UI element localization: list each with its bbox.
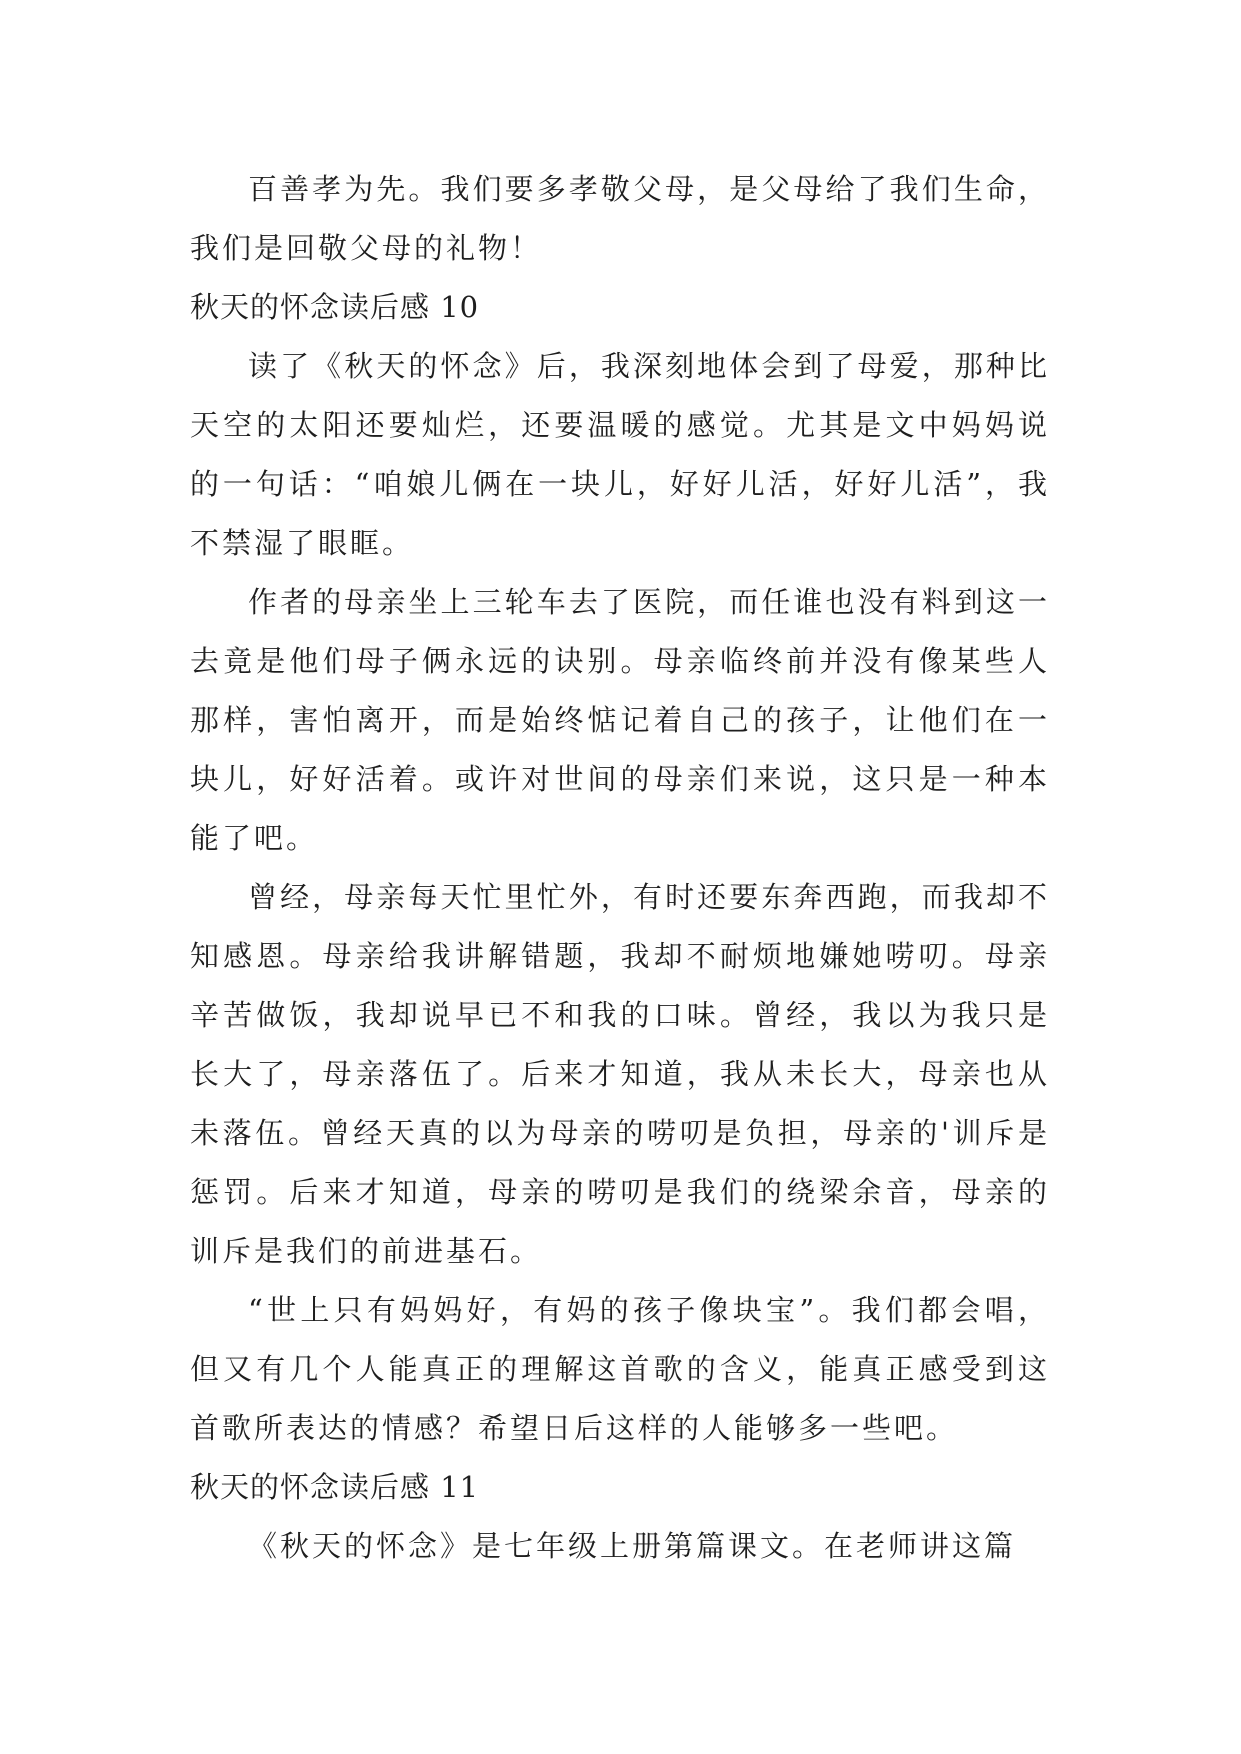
document-body: [190, 160, 1050, 1576]
section-heading-10: 秋天的怀念读后感 10: [190, 290, 480, 324]
paragraph-hospital: 作者的母亲坐上三轮车去了医院，而任谁也没有料到这一去竟是他们母子俩永远的诀别。母亲临终前并没有像某些人那样，害怕离开，而是始终惦记着自己的孩子，让他们在一块儿，好好活着。或许对世间的母亲们来说，这只是一种本能了吧。: [190, 585, 1050, 855]
paragraph-filial-piety: 百善孝为先。我们要多孝敬父母，是父母给了我们生命，我们是回敬父母的礼物！: [190, 172, 1050, 265]
paragraph-song: “世上只有妈妈好，有妈的孩子像块宝”。我们都会唱，但又有几个人能真正的理解这首歌的含义，能真正感受到这首歌所表达的情感？希望日后这样的人能够多一些吧。: [190, 1293, 1050, 1445]
paragraph-intro-10: 读了《秋天的怀念》后，我深刻地体会到了母爱，那种比天空的太阳还要灿烂，还要温暖的感觉。尤其是文中妈妈说的一句话：“咱娘儿俩在一块儿，好好儿活，好好儿活”，我不禁湿了眼眶。: [190, 349, 1050, 560]
paragraph-memories: 曾经，母亲每天忙里忙外，有时还要东奔西跑，而我却不知感恩。母亲给我讲解错题，我却不耐烦地嫌她唠叨。母亲辛苦做饭，我却说早已不和我的口味。曾经，我以为我只是长大了，母亲落伍了。后来才知道，我从未长大，母亲也从未落伍。曾经天真的以为母亲的唠叨是负担，母亲的'训斥是惩罚。后来才知道，母亲的唠叨是我们的绕梁余音，母亲的训斥是我们的前进基石。: [190, 880, 1050, 1268]
paragraph-intro-11: 《秋天的怀念》是七年级上册第篇课文。在老师讲这篇: [248, 1529, 1017, 1563]
section-heading-11: 秋天的怀念读后感 11: [190, 1470, 480, 1504]
